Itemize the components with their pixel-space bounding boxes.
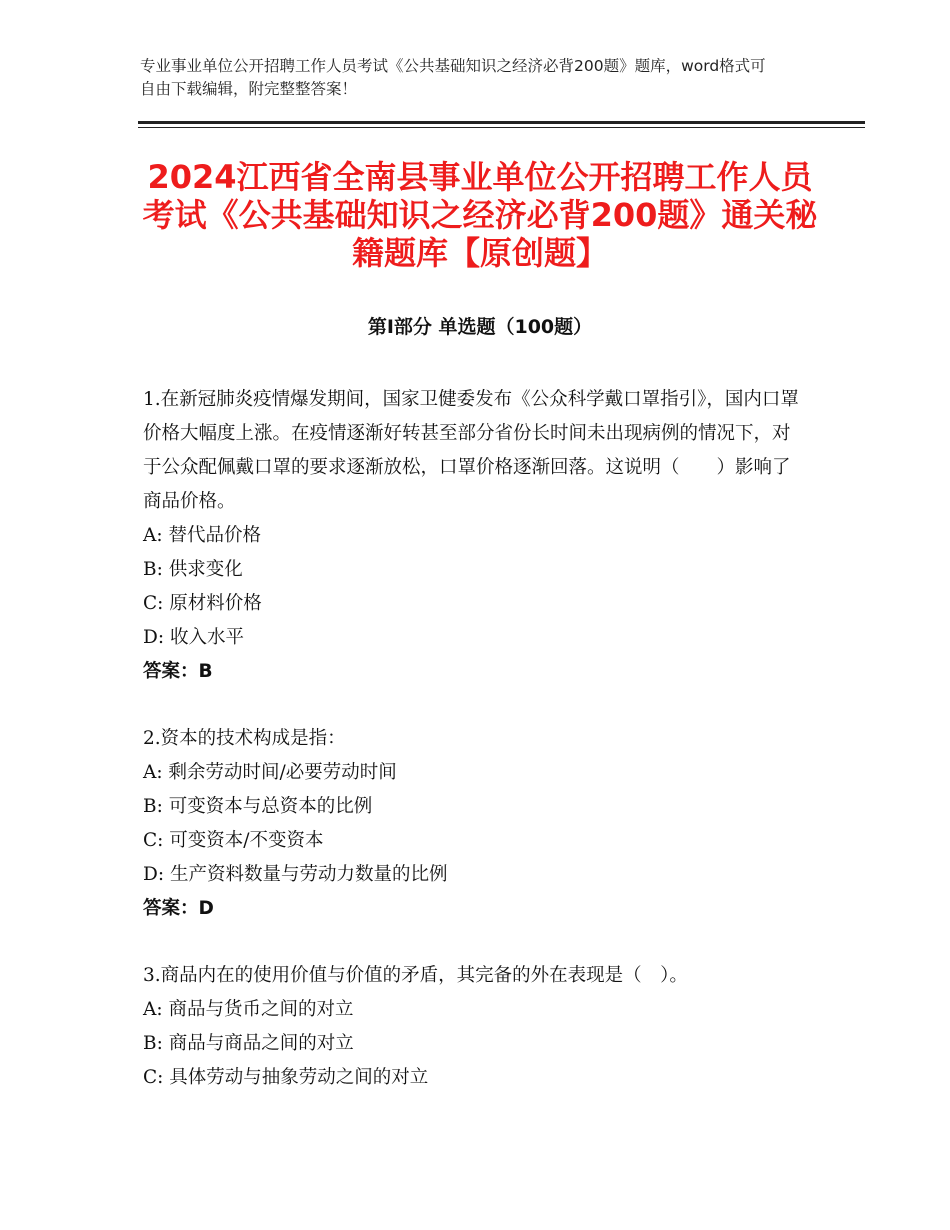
option-d: D: 生产资料数量与劳动力数量的比例 [143,864,448,885]
option-d: D: 收入水平 [143,627,244,648]
answer: 答案：B [143,661,213,682]
document-title: 2024江西省全南县事业单位公开招聘工作人员考试《公共基础知识之经济必背200题》通关秘籍题库【原创题】 [142,158,818,272]
option-b: B: 可变资本与总资本的比例 [143,796,373,817]
option-a: A: 替代品价格 [143,525,261,546]
question-1 [143,383,803,689]
answer: 答案：D [143,898,214,919]
question-2 [143,722,803,926]
option-c: C: 原材料价格 [143,593,262,614]
option-b: B: 商品与商品之间的对立 [143,1033,354,1054]
option-c: C: 具体劳动与抽象劳动之间的对立 [143,1067,429,1088]
question-3 [143,959,803,1095]
option-b: B: 供求变化 [143,559,243,580]
section-title: 第I部分 单选题（100题） [367,316,593,338]
option-a: A: 剩余劳动时间/必要劳动时间 [143,762,397,783]
question-stem: 1.在新冠肺炎疫情爆发期间，国家卫健委发布《公众科学戴口罩指引》，国内口罩价格大幅度上涨。在疫情逐渐好转甚至部分省份长时间未出现病例的情况下，对于公众配佩戴口罩的要求逐渐放松，口罩价格逐渐回落。这说明（ ）影响了商品价格。 [143,389,799,512]
question-stem: 3.商品内在的使用价值与价值的矛盾，其完备的外在表现是（ ）。 [143,965,688,986]
header-rule-thin [138,127,865,128]
question-stem: 2.资本的技术构成是指： [143,728,346,749]
option-a: A: 商品与货币之间的对立 [143,999,354,1020]
header-rule-thick [138,121,865,124]
option-c: C: 可变资本/不变资本 [143,830,324,851]
question-list [143,383,803,1128]
header-note: 专业事业单位公开招聘工作人员考试《公共基础知识之经济必背200题》题库，word格式可自由下载编辑，附完整整答案！ [140,57,766,98]
